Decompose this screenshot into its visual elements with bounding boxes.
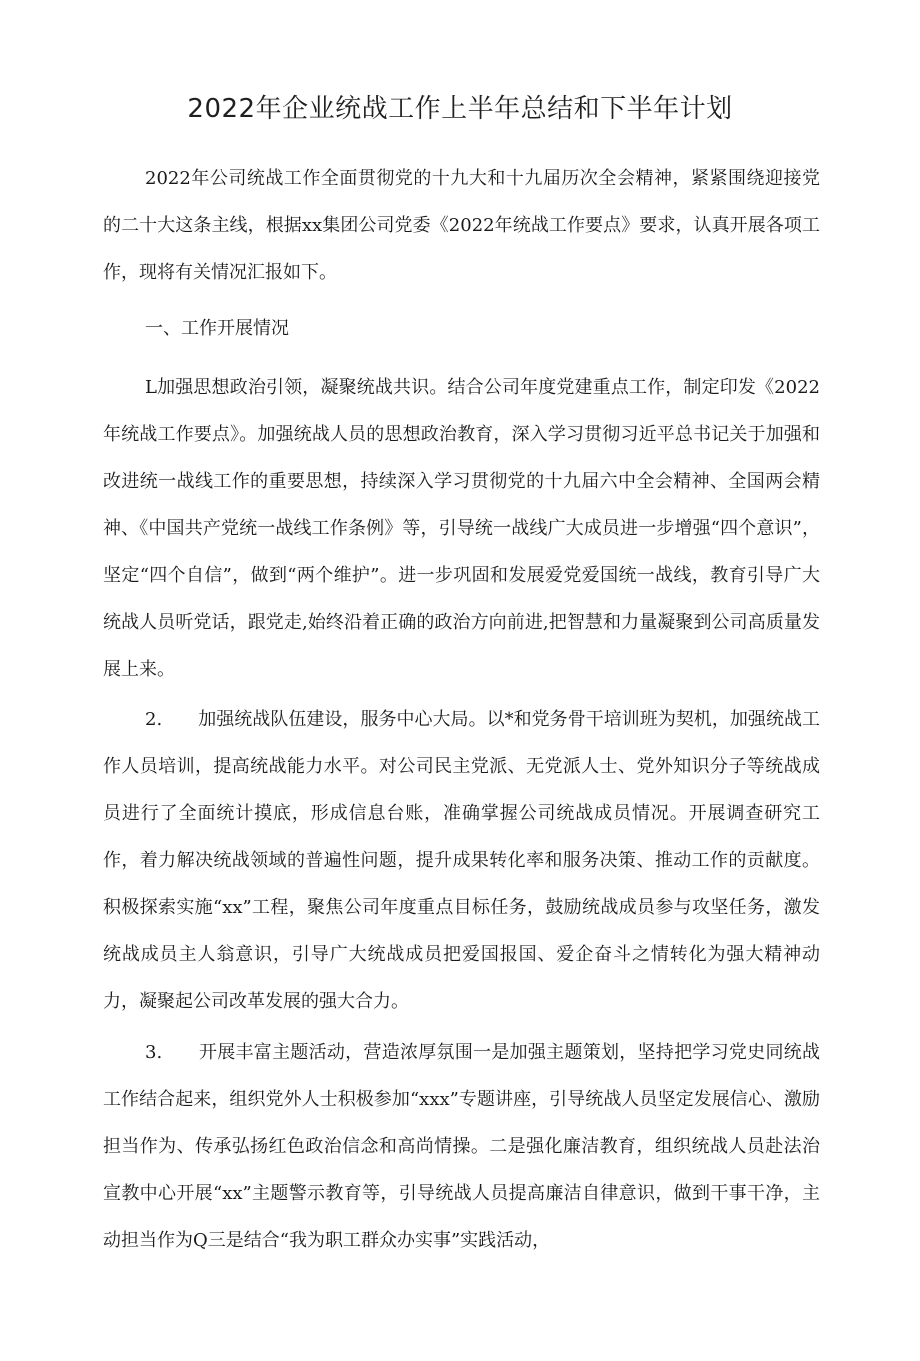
document-title: 2022年企业统战工作上半年总结和下半年计划 [187, 94, 733, 124]
item-paragraph-1: L加强思想政治引领，凝聚统战共识。结合公司年度党建重点工作，制定印发《2022年统战工作要点》。加强统战人员的思想政治教育，深入学习贯彻习近平总书记关于加强和改进统一战线工作的重要思想，持续深入学习贯彻党的十九届六中全会精神、全国两会精神、《中国共产党统一战线工作条例》等，引导统一战线广大成员进一步增强“四个意识”，坚定“四个自信”，做到“两个维护”。进一步巩固和发展爱党爱国统一战线，教育引导广大统战人员听党话，跟党走,始终沿着正确的政治方向前进,把智慧和力量凝聚到公司高质量发展上来。 [103, 377, 820, 680]
item-paragraph-2: 2. 加强统战队伍建设，服务中心大局。以*和党务骨干培训班为契机，加强统战工作人员培训，提高统战能力水平。对公司民主党派、无党派人士、党外知识分子等统战成员进行了全面统计摸底，形成信息台账，准确掌握公司统战成员情况。开展调查研究工作，着力解决统战领域的普遍性问题，提升成果转化率和服务决策、推动工作的贡献度。积极探索实施“xx”工程，聚焦公司年度重点目标任务，鼓励统战成员参与攻坚任务，激发统战成员主人翁意识，引导广大统战成员把爱国报国、爱企奋斗之情转化为强大精神动力，凝聚起公司改革发展的强大合力。 [103, 709, 820, 1012]
section-heading: 一、工作开展情况 [145, 318, 289, 339]
intro-paragraph: 2022年公司统战工作全面贯彻党的十九大和十九届历次全会精神，紧紧围绕迎接党的二十大这条主线，根据xx集团公司党委《2022年统战工作要点》要求，认真开展各项工作，现将有关情况汇报如下。 [103, 168, 820, 283]
item-paragraph-3: 3. 开展丰富主题活动，营造浓厚氛围一是加强主题策划，坚持把学习党史同统战工作结合起来，组织党外人士积极参加“xxx”专题讲座，引导统战人员坚定发展信心、激励担当作为、传承弘扬红色政治信念和高尚情操。二是强化廉洁教育，组织统战人员赴法治宣教中心开展“xx”主题警示教育等，引导统战人员提高廉洁自律意识，做到干事干净，主动担当作为Q三是结合“我为职工群众办实事”实践活动， [103, 1042, 820, 1251]
